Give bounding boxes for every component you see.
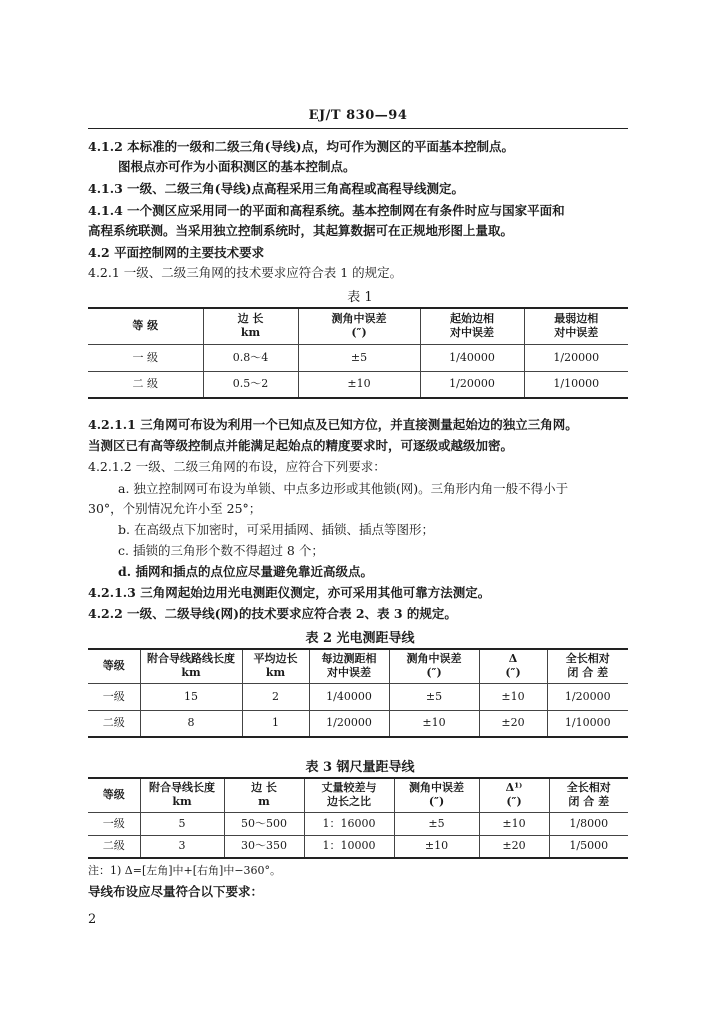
table1 <box>88 307 628 399</box>
clause-4-1-2-line1: 4.1.2 本标准的一级和二级三角(导线)点，均可作为测区的平面基本控制点。 <box>88 139 514 154</box>
table3-cell-closure: 1/5000 <box>549 835 628 858</box>
traverse-layout-intro: 导线布设应尽量符合以下要求： <box>88 884 264 899</box>
table3-header-ratio <box>304 778 394 812</box>
clause-4-2-1: 4.2.1 一级、二级三角网的技术要求应符合表 1 的规定。 <box>88 265 403 280</box>
table1-cell-start: 1/40000 <box>420 344 524 371</box>
table2-header-grade: 等级 <box>88 649 140 683</box>
table2-header-angle-error-label: 测角中误差 <box>406 652 462 666</box>
table3-caption: 表 3 钢尺量距导线 <box>305 760 415 775</box>
clause-4-1-2-line2: 图根点亦可作为小面积测区的基本控制点。 <box>118 159 356 174</box>
table1-cell-length: 0.8～4 <box>203 344 298 371</box>
table2-cell-delta: ±20 <box>479 710 547 737</box>
table-row <box>88 710 628 737</box>
table1-header-row <box>88 308 628 344</box>
table1-header-grade: 等 级 <box>88 308 203 344</box>
table1-cell-start: 1/20000 <box>420 371 524 398</box>
table1-cell-weak: 1/10000 <box>524 371 628 398</box>
table1-header-weak-error-l2: 对中误差 <box>554 326 599 340</box>
table1-header-length-label: 边 长 <box>237 312 264 326</box>
table2-header-route-length <box>140 649 242 683</box>
table2-header-row <box>88 649 628 683</box>
table2-header-closure <box>547 649 628 683</box>
table1-header-weak-error <box>524 308 628 344</box>
table3-cell-ratio: 1：10000 <box>304 835 394 858</box>
page-number: 2 <box>88 912 97 927</box>
table2-cell-length: 8 <box>140 710 242 737</box>
table1-cell-grade: 一 级 <box>88 344 203 371</box>
header-rule <box>88 128 628 129</box>
clause-4-2-1-1-line2: 当测区已有高等级控制点并能满足起始点的精度要求时，可逐级或越级加密。 <box>88 438 514 453</box>
table3-header-closure-l2: 闭 合 差 <box>568 795 610 809</box>
table3-cell-edge: 50～500 <box>224 812 304 835</box>
table3-cell-closure: 1/8000 <box>549 812 628 835</box>
table2-cell-avg: 1 <box>242 710 309 737</box>
table2-header-dist-error-l2: 对中误差 <box>327 666 371 680</box>
table3-header-route-length <box>140 778 224 812</box>
table2-header-angle-error <box>389 649 479 683</box>
table2-header-delta <box>479 649 547 683</box>
table3 <box>88 777 628 859</box>
table1-header-weak-error-l1: 最弱边相 <box>554 312 599 326</box>
clause-4-2-1-3: 4.2.1.3 三角网起始边用光电测距仪测定，亦可采用其他可靠方法测定。 <box>88 585 491 600</box>
table2 <box>88 648 628 738</box>
table1-header-length <box>203 308 298 344</box>
table3-header-route-length-label: 附合导线长度 <box>149 781 215 795</box>
table3-header-ratio-l2: 边长之比 <box>327 795 371 809</box>
standard-code-header: EJ/T 830—94 <box>308 108 408 123</box>
list-item-b: b. 在高级点下加密时，可采用插网、插锁、插点等图形； <box>118 522 434 537</box>
table3-cell-delta: ±10 <box>479 812 549 835</box>
table3-header-row <box>88 778 628 812</box>
clause-4-1-4-line1: 4.1.4 一个测区应采用同一的平面和高程系统。基本控制网在有条件时应与国家平面和 <box>88 203 565 218</box>
table1-cell-angle: ±10 <box>298 371 420 398</box>
table3-header-angle-error-unit: (″) <box>428 795 445 809</box>
table2-header-closure-l2: 闭 合 差 <box>567 666 609 680</box>
table2-cell-closure: 1/10000 <box>547 710 628 737</box>
table1-header-angle-error-label: 测角中误差 <box>331 312 387 326</box>
table-row <box>88 371 628 398</box>
table2-cell-dist: 1/40000 <box>309 683 389 710</box>
table2-cell-closure: 1/20000 <box>547 683 628 710</box>
table1-cell-weak: 1/20000 <box>524 344 628 371</box>
table1-cell-length: 0.5～2 <box>203 371 298 398</box>
clause-4-2-1-2: 4.2.1.2 一级、二级三角网的布设，应符合下列要求： <box>88 459 386 474</box>
table2-header-closure-l1: 全长相对 <box>565 652 610 666</box>
table3-cell-ratio: 1：16000 <box>304 812 394 835</box>
section-4-2-heading: 4.2 平面控制网的主要技术要求 <box>88 245 265 260</box>
table1-cell-grade: 二 级 <box>88 371 203 398</box>
table-row <box>88 812 628 835</box>
table3-header-edge-label: 边 长 <box>251 781 277 795</box>
table1-caption: 表 1 <box>347 290 373 305</box>
table3-cell-edge: 30～350 <box>224 835 304 858</box>
table2-cell-angle: ±5 <box>389 683 479 710</box>
table2-cell-grade: 一级 <box>88 683 140 710</box>
table1-header-length-unit: km <box>240 326 261 340</box>
table3-header-delta-label: Δ¹⁾ <box>505 781 523 795</box>
table-row <box>88 344 628 371</box>
table1-cell-angle: ±5 <box>298 344 420 371</box>
clause-4-2-1-1-line1: 4.2.1.1 三角网可布设为利用一个已知点及已知方位，并直接测量起始边的独立三角网。 <box>88 417 578 432</box>
table2-header-dist-error <box>309 649 389 683</box>
clause-4-1-3: 4.1.3 一级、二级三角(导线)点高程采用三角高程或高程导线测定。 <box>88 181 464 196</box>
table3-header-angle-error <box>394 778 479 812</box>
table2-header-dist-error-l1: 每边测距相 <box>321 652 377 666</box>
table2-cell-dist: 1/20000 <box>309 710 389 737</box>
clause-4-2-2: 4.2.2 一级、二级导线(网)的技术要求应符合表 2、表 3 的规定。 <box>88 606 457 621</box>
table2-cell-grade: 二级 <box>88 710 140 737</box>
table2-header-angle-error-unit: (″) <box>426 666 442 680</box>
table2-header-avg-edge-unit: km <box>265 666 286 680</box>
table3-header-closure <box>549 778 628 812</box>
table1-header-angle-error-unit: (″) <box>351 326 367 340</box>
table2-header-route-length-unit: km <box>181 666 201 680</box>
table1-header-start-error-l2: 对中误差 <box>450 326 494 340</box>
table3-header-ratio-l1: 丈量较差与 <box>321 781 377 795</box>
table3-cell-grade: 一级 <box>88 812 140 835</box>
table3-header-closure-l1: 全长相对 <box>566 781 611 795</box>
table1-header-start-error <box>420 308 524 344</box>
table2-header-route-length-label: 附合导线路线长度 <box>147 652 235 666</box>
table3-header-grade: 等级 <box>88 778 140 812</box>
table-row <box>88 835 628 858</box>
table3-header-edge <box>224 778 304 812</box>
table3-header-delta <box>479 778 549 812</box>
table2-cell-avg: 2 <box>242 683 309 710</box>
table2-cell-delta: ±10 <box>479 683 547 710</box>
table2-caption: 表 2 光电测距导线 <box>305 631 415 646</box>
list-item-d: d. 插网和插点的点位应尽量避免靠近高级点。 <box>118 564 373 579</box>
table3-footnote: 注：1) Δ=[左角]中+[右角]中−360°。 <box>88 864 282 877</box>
table2-header-avg-edge-label: 平均边长 <box>253 652 298 666</box>
table2-header-avg-edge <box>242 649 309 683</box>
table3-header-delta-unit: (″) <box>506 795 522 809</box>
table3-cell-angle: ±10 <box>394 835 479 858</box>
clause-4-1-4-line2: 高程系统联测。当采用独立控制系统时，其起算数据可在正规地形图上量取。 <box>88 223 514 238</box>
table3-header-edge-unit: m <box>258 795 270 809</box>
table1-header-start-error-l1: 起始边相 <box>450 312 494 326</box>
table3-header-angle-error-label: 测角中误差 <box>409 781 464 795</box>
table3-cell-grade: 二级 <box>88 835 140 858</box>
table3-cell-angle: ±5 <box>394 812 479 835</box>
table3-cell-length: 3 <box>140 835 224 858</box>
table3-cell-delta: ±20 <box>479 835 549 858</box>
table3-cell-length: 5 <box>140 812 224 835</box>
table2-cell-length: 15 <box>140 683 242 710</box>
list-item-a-line1: a. 独立控制网可布设为单锁、中点多边形或其他锁(网)。三角形内角一般不得小于 <box>118 481 569 496</box>
list-item-c: c. 插锁的三角形个数不得超过 8 个； <box>118 543 324 558</box>
table-row <box>88 683 628 710</box>
table2-cell-angle: ±10 <box>389 710 479 737</box>
table1-header-angle-error <box>298 308 420 344</box>
table2-header-delta-unit: (″) <box>505 666 521 680</box>
table3-header-route-length-unit: km <box>172 795 192 809</box>
list-item-a-line2: 30°，个别情况允许小至 25°； <box>88 501 262 516</box>
table2-header-delta-label: Δ <box>508 652 518 666</box>
